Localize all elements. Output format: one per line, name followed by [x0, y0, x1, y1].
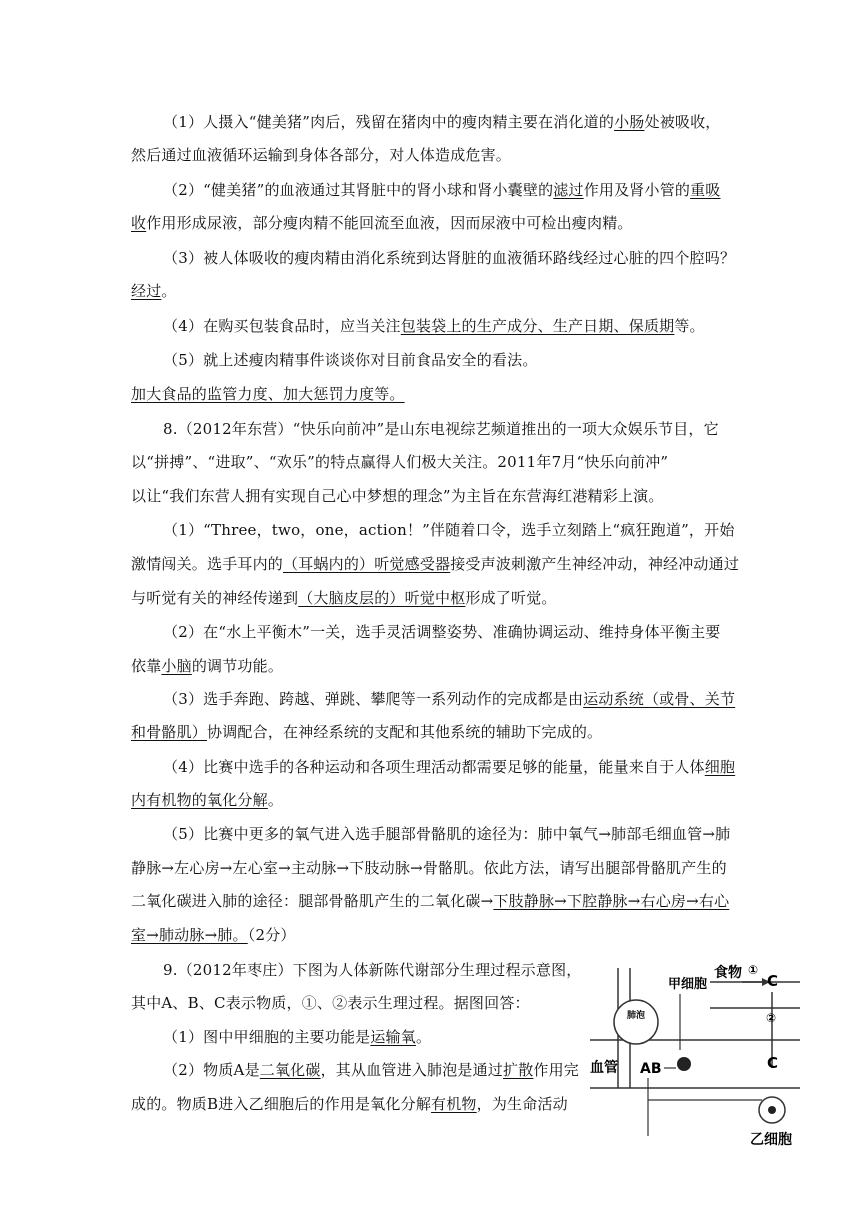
q8-p4-line1: （4）比赛中选手的各种运动和各项生理活动都需要足够的能量，能量来自于人体细胞 [163, 758, 736, 776]
vessel-label: 血管 [590, 1060, 618, 1076]
q7-p3-line1: （3）被人体吸收的瘦肉精由消化系统到达肾脏的血液循环路线经过心脏的四个腔吗？ [163, 249, 736, 267]
ab-label: AB [640, 1061, 662, 1077]
step2-label: ② [766, 1011, 777, 1025]
q7-p5-answer: 加大食品的监管力度、加大惩罚力度等。 [131, 385, 405, 403]
alveolus-label: 肺泡 [627, 1011, 646, 1021]
q8-intro-line1: 8.（2012年东营）“快乐向前冲”是山东电视综艺频道推出的一项大众娱乐节目，它 [163, 420, 719, 438]
q8-p4-line2: 内有机物的氧化分解。 [131, 791, 284, 809]
q7-p4-line1: （4）在购买包装食品时，应当关注包装袋上的生产成分、生产日期、保质期等。 [163, 317, 705, 335]
q9-p2-line1: （2）物质A是二氧化碳，其从血管进入肺泡是通过扩散作用完 [163, 1061, 580, 1079]
q7-p1-line2: 然后通过血液循环运输到身体各部分，对人体造成危害。 [131, 146, 512, 164]
q9-p2-line2: 成的。物质B进入乙细胞后的作用是氧化分解有机物，为生命活动 [131, 1095, 568, 1113]
q8-p5-line3: 二氧化碳进入肺的途径：腿部骨骼肌产生的二氧化碳→下肢静脉→下腔静脉→右心房→右心 [131, 892, 730, 910]
q8-p1-line3: 与听觉有关的神经传递到（大脑皮层的）听觉中枢形成了听觉。 [131, 589, 557, 607]
q9-intro-line1: 9.（2012年枣庄）下图为人体新陈代谢部分生理过程示意图， [163, 961, 582, 979]
q7-p1-line1: （1）人摄入“健美猪”肉后，残留在猪肉中的瘦肉精主要在消化道的小肠处被吸收， [163, 113, 721, 131]
cell-jia-dot [677, 1057, 691, 1071]
food-label: 食物 [714, 965, 742, 981]
q9-p1-line1: （1）图中甲细胞的主要功能是运输氧。 [163, 1028, 432, 1046]
q7-p2-line2: 收作用形成尿液，部分瘦肉精不能回流至血液，因而尿液中可检出瘦肉精。 [131, 214, 633, 232]
q8-intro-line2: 以“拼搏”、“进取”、“欢乐”的特点赢得人们极大关注。2011年7月“快乐向前冲” [131, 453, 669, 471]
q8-p5-line2: 静脉→左心房→左心室→主动脉→下肢动脉→骨骼肌。依此方法，请写出腿部骨骼肌产生的 [131, 859, 727, 877]
q8-p2-line1: （2）在“水上平衡木”一关，选手灵活调整姿势、准确协调运动、维持身体平衡主要 [163, 623, 721, 641]
q7-p5-line1: （5）就上述瘦肉精事件谈谈你对目前食品安全的看法。 [163, 351, 538, 369]
q8-p2-line2: 依靠小脑的调节功能。 [131, 657, 284, 675]
cell-jia-label: 甲细胞 [668, 977, 708, 992]
step1-label: ① [748, 963, 759, 977]
q8-p5-line4: 室→肺动脉→肺。（2分） [131, 926, 296, 944]
q8-p3-line2: 和骨骼肌）协调配合，在神经系统的支配和其他系统的辅助下完成的。 [131, 723, 603, 741]
q9-intro-line2: 其中A、B、C表示物质，①、②表示生理过程。据图回答： [131, 994, 530, 1012]
c-mid-label: C [767, 1054, 779, 1072]
q7-p3-line2: 经过。 [131, 282, 177, 300]
q8-p1-line1: （1）“Three，two，one，action！”伴随着口令，选手立刻踏上“疯狂跑道”，开始 [163, 521, 735, 539]
q8-p3-line1: （3）选手奔跑、跨越、弹跳、攀爬等一系列动作的完成都是由运动系统（或骨、关节 [163, 690, 736, 708]
q8-p5-line1: （5）比赛中更多的氧气进入选手腿部骨骼肌的途径为：肺中氧气→肺部毛细血管→肺 [163, 825, 731, 843]
cell-yi-label: 乙细胞 [750, 1132, 792, 1148]
alveolus-shape [614, 1000, 658, 1044]
c-top-label: C [767, 972, 779, 990]
q8-intro-line3: 以让“我们东营人拥有实现自己心中梦想的理念”为主旨在东营海红港精彩上演。 [131, 487, 664, 505]
metabolism-diagram-svg [590, 960, 800, 1150]
q8-p1-line2: 激情闯关。选手耳内的（耳蜗内的）听觉感受器接受声波刺激产生神经冲动，神经冲动通过 [131, 555, 740, 573]
cell-yi-nucleus [768, 1106, 776, 1114]
metabolism-diagram [590, 960, 800, 1150]
q7-p2-line1: （2）“健美猪”的血液通过其肾脏中的肾小球和肾小囊壁的滤过作用及肾小管的重吸 [163, 181, 721, 199]
